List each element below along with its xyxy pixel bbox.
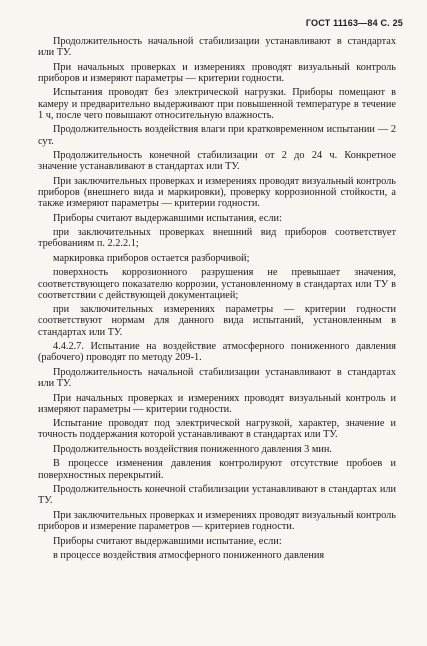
paragraph: При начальных проверках и измерениях проводят визуальный контроль приборов и измеряют параметры — критерии годности.	[38, 61, 396, 84]
paragraph: Продолжительность конечной стабилизации от 2 до 24 ч. Конкретное значение устанавливают в стандартах или ТУ.	[38, 150, 396, 173]
paragraph: поверхность коррозионного разрушения не превышает значения, соответствующего показателю коррозии, установленному в стандартах или ТУ в соответствии с действующей документацией;	[38, 267, 396, 301]
paragraph: Испытание проводят под электрической нагрузкой, характер, значение и точность поддержания которой устанавливают в стандартах или ТУ.	[38, 418, 396, 441]
paragraph: При заключительных проверках и измерениях проводят визуальный контроль приборов и измерение параметров — критериев годности.	[38, 509, 396, 533]
paragraph: В процессе изменения давления контролируют отсутствие пробоев и поверхностных перекрытий.	[38, 458, 396, 481]
paragraph: Продолжительность начальной стабилизации устанавливают в стандартах или ТУ.	[38, 366, 396, 390]
document-body	[38, 36, 396, 565]
paragraph: Продолжительность воздействия пониженного давления 3 мин.	[53, 443, 333, 455]
paragraph: маркировка приборов остается разборчивой;	[53, 252, 250, 264]
paragraph: в процессе воздействия атмосферного пониженного давления	[53, 550, 325, 562]
paragraph: При заключительных проверках и измерениях проводят визуальный контроль приборов (внешнего вида и маркировки), проверку коррозионной стойкости, а также измеряют параметры — критерии годности.	[38, 175, 396, 210]
paragraph: при заключительных проверках внешний вид приборов соответствует требованиям п. 2.2.2.1;	[38, 227, 396, 250]
section-paragraph-4-4-2-7: 4.4.2.7. Испытание на воздействие атмосферного пониженного давления (рабочего) проводят по методу 209-1.	[38, 341, 396, 364]
paragraph: Испытания проводят без электрической нагрузки. Приборы помещают в камеру и предварительно выдерживают при повышенной температуре в течение 1 ч, после чего повышают относительную влажность.	[38, 87, 396, 121]
paragraph: при заключительных измерениях параметры — критерии годности соответствуют нормам для данного вида испытаний, установленным в стандартах или ТУ.	[38, 304, 396, 338]
page-header: ГОСТ 11163—84 С. 25	[305, 18, 403, 28]
paragraph: Продолжительность конечной стабилизации устанавливают в стандартах или ТУ.	[38, 484, 396, 507]
paragraph: Продолжительность начальной стабилизации устанавливают в стандартах или ТУ.	[38, 36, 396, 59]
paragraph: Приборы считают выдержавшими испытания, если:	[53, 212, 282, 224]
paragraph: При начальных проверках и измерениях проводят визуальный контроль и измеряют параметры — критерии годности.	[38, 392, 396, 415]
paragraph: Приборы считают выдержавшими испытание, если:	[53, 535, 282, 547]
paragraph: Продолжительность воздействия влаги при кратковременном испытании — 2 сут.	[38, 124, 396, 147]
